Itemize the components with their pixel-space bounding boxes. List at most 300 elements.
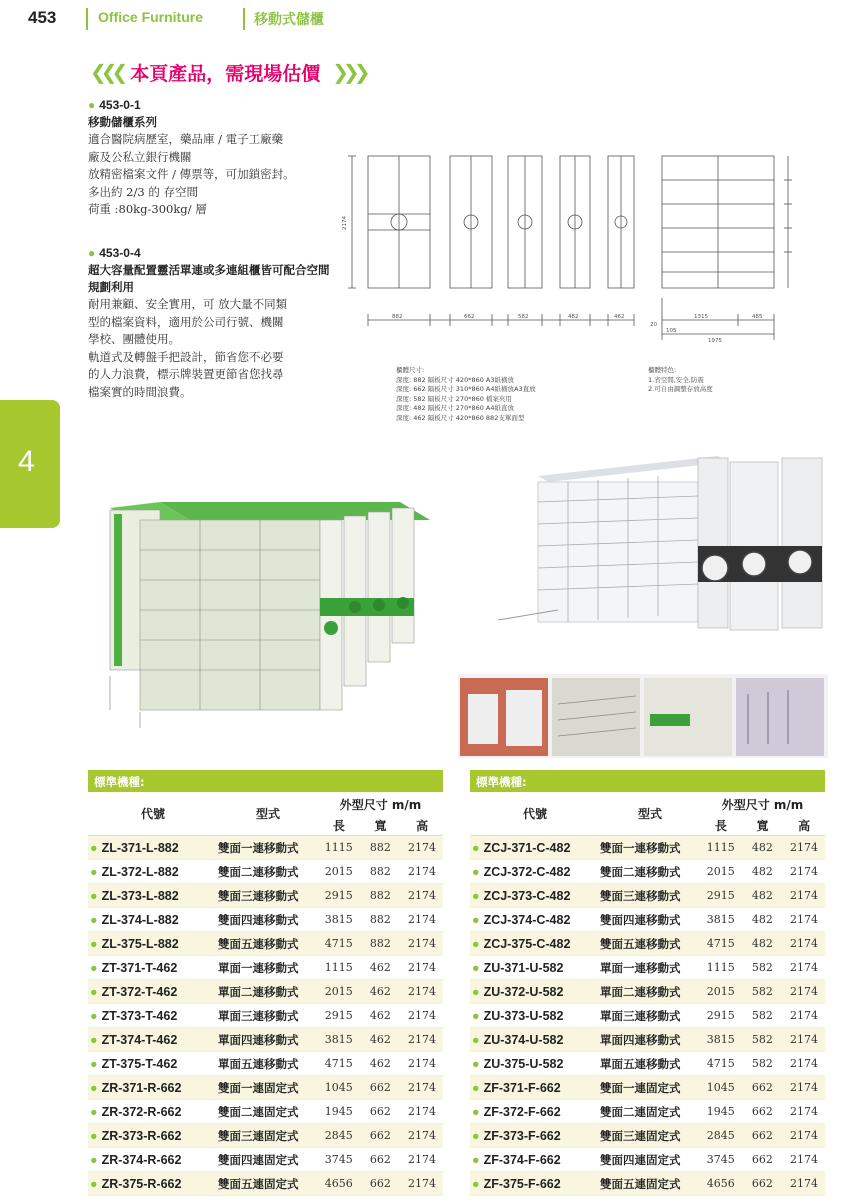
- row-height: 2174: [407, 1009, 436, 1022]
- table-row: [470, 1052, 825, 1076]
- row-height: 2174: [407, 1033, 436, 1046]
- col-type: 型式: [255, 807, 280, 821]
- code-text: ZCJ-374-C-482: [483, 912, 571, 927]
- bullet-icon: ●: [472, 912, 480, 927]
- row-width: 482: [751, 937, 773, 950]
- row-type: 雙面四連移動式: [600, 912, 681, 927]
- desc-line: 學校、團體使用。: [88, 332, 180, 346]
- col-type: 型式: [637, 807, 662, 821]
- product-name: 移動儲櫃系列: [88, 115, 157, 129]
- bullet-icon: ●: [88, 98, 96, 112]
- note-line: 櫃體特色:: [648, 366, 677, 374]
- row-width: 882: [369, 889, 391, 902]
- row-code: [470, 1105, 600, 1119]
- row-type: 單面五連移動式: [600, 1056, 681, 1071]
- row-length: 2015: [324, 985, 353, 998]
- col-code: 代號: [522, 807, 547, 821]
- table-row: [88, 1052, 443, 1076]
- code-text: ZR-373-R-662: [101, 1128, 182, 1143]
- row-width: 462: [369, 961, 391, 974]
- row-type: 單面四連移動式: [600, 1032, 681, 1047]
- row-length: 3815: [324, 913, 353, 926]
- desc-line: 型的檔案資料，適用於公司行號、機關: [88, 314, 284, 329]
- row-length: 3815: [706, 1033, 735, 1046]
- bullet-icon: ●: [472, 1080, 480, 1095]
- code-text: ZR-375-R-662: [101, 1176, 182, 1191]
- row-length: 4715: [706, 1057, 735, 1070]
- desc-line: 荷重 :80kg-300kg/ 層: [88, 202, 207, 216]
- table-row: [88, 836, 443, 860]
- bullet-icon: ●: [90, 840, 98, 855]
- note-line: 櫃體尺寸:: [396, 366, 425, 374]
- row-code: [470, 865, 600, 879]
- row-code: [88, 961, 218, 975]
- code-text: ZCJ-371-C-482: [483, 840, 571, 855]
- bullet-icon: ●: [90, 1104, 98, 1119]
- row-length: 1115: [706, 841, 735, 854]
- row-length: 1115: [324, 961, 353, 974]
- table-row: [88, 1028, 443, 1052]
- table-row: [88, 1172, 443, 1196]
- row-width: 662: [751, 1129, 773, 1142]
- bottom-dimension: 482: [568, 314, 579, 320]
- code-text: ZU-371-U-582: [483, 960, 564, 975]
- row-code: [88, 937, 218, 951]
- code-text: ZR-374-R-662: [101, 1152, 182, 1167]
- code-text: ZT-371-T-462: [101, 960, 178, 975]
- row-type: 雙面三連移動式: [600, 888, 681, 903]
- product-name: 超大容量配置靈活單連或多連組櫃皆可配合空間規劃利用: [88, 263, 330, 294]
- bullet-icon: ●: [472, 864, 480, 879]
- row-width: 482: [751, 889, 773, 902]
- code-text: ZU-372-U-582: [483, 984, 564, 999]
- note-line: 深度: 662 隔板尺寸 310*860 A4紙橫放A3直放: [396, 385, 536, 393]
- table-body: [470, 836, 825, 1196]
- table-row: [88, 956, 443, 980]
- bullet-icon: ●: [90, 864, 98, 879]
- bullet-icon: ●: [90, 1056, 98, 1071]
- table-row: [470, 956, 825, 980]
- bullet-icon: ●: [90, 984, 98, 999]
- row-height: 2174: [789, 937, 818, 950]
- col-height: 高: [798, 819, 811, 833]
- col-dims-sub: [700, 814, 825, 836]
- row-type: 雙面一連固定式: [600, 1080, 681, 1095]
- table-row: [470, 1004, 825, 1028]
- row-type: 雙面二連固定式: [218, 1104, 299, 1119]
- row-height: 2174: [789, 985, 818, 998]
- table-row: [470, 884, 825, 908]
- bullet-icon: ●: [472, 840, 480, 855]
- row-length: 2015: [324, 865, 353, 878]
- row-height: 2174: [789, 1177, 818, 1190]
- col-dims-group: [700, 792, 825, 835]
- spec-table-right: [470, 770, 825, 1196]
- right-dimension: 1975: [708, 338, 722, 344]
- bullet-icon: ●: [472, 1056, 480, 1071]
- row-code: [470, 841, 600, 855]
- table-row: [88, 1004, 443, 1028]
- table-title: 標準機種:: [88, 770, 443, 792]
- row-type: 單面三連移動式: [600, 1008, 681, 1023]
- col-dims: 外型尺寸 m/m: [721, 798, 804, 812]
- bullet-icon: ●: [90, 1080, 98, 1095]
- table-title: 標準機種:: [470, 770, 825, 792]
- product-code: 453-0-1: [99, 98, 141, 112]
- right-dimension: 105: [666, 328, 677, 334]
- row-height: 2174: [407, 1057, 436, 1070]
- row-code: [470, 1177, 600, 1191]
- bullet-icon: ●: [90, 1008, 98, 1023]
- row-width: 662: [369, 1081, 391, 1094]
- note-line: 2.可自由調整存放高度: [648, 385, 713, 393]
- code-text: ZL-373-L-882: [101, 888, 179, 903]
- code-text: ZR-372-R-662: [101, 1104, 182, 1119]
- row-width: 882: [369, 913, 391, 926]
- row-width: 662: [751, 1081, 773, 1094]
- row-height: 2174: [407, 913, 436, 926]
- desc-line: 適合醫院病歷室，藥品庫 / 電子工廠藥: [88, 132, 284, 146]
- row-length: 2015: [706, 985, 735, 998]
- price-notice: [90, 58, 365, 86]
- row-length: 3745: [324, 1153, 353, 1166]
- code-text: ZCJ-373-C-482: [483, 888, 571, 903]
- bullet-icon: ●: [472, 960, 480, 975]
- row-height: 2174: [789, 1009, 818, 1022]
- row-code: [88, 913, 218, 927]
- code-text: ZT-372-T-462: [101, 984, 178, 999]
- row-height: 2174: [407, 985, 436, 998]
- table-row: [470, 1124, 825, 1148]
- table-row: [470, 836, 825, 860]
- bullet-icon: ●: [90, 1176, 98, 1191]
- row-code: [470, 985, 600, 999]
- code-text: ZT-375-T-462: [101, 1056, 178, 1071]
- row-type: 單面一連移動式: [600, 960, 681, 975]
- table-row: [470, 1076, 825, 1100]
- row-height: 2174: [407, 937, 436, 950]
- col-length: 長: [714, 819, 727, 833]
- bullet-icon: ●: [88, 246, 96, 260]
- code-text: ZU-374-U-582: [483, 1032, 564, 1047]
- row-code: [88, 1153, 218, 1167]
- table-header: [470, 792, 825, 836]
- spec-table-left: [88, 770, 443, 1196]
- row-height: 2174: [789, 1081, 818, 1094]
- row-height: 2174: [407, 865, 436, 878]
- row-code: [470, 889, 600, 903]
- row-width: 582: [751, 961, 773, 974]
- code-text: ZU-375-U-582: [483, 1056, 564, 1071]
- header-divider: [86, 8, 88, 30]
- row-type: 雙面一連固定式: [218, 1080, 299, 1095]
- row-height: 2174: [789, 1129, 818, 1142]
- section-title: Office Furniture: [98, 9, 204, 25]
- product-code: 453-0-4: [99, 246, 141, 260]
- bullet-icon: ●: [90, 1032, 98, 1047]
- row-type: 雙面四連固定式: [218, 1152, 299, 1167]
- code-text: ZCJ-375-C-482: [483, 936, 571, 951]
- row-length: 1115: [706, 961, 735, 974]
- row-type: 雙面二連固定式: [600, 1104, 681, 1119]
- row-width: 482: [751, 913, 773, 926]
- row-type: 雙面一連移動式: [218, 840, 299, 855]
- bullet-icon: ●: [472, 1008, 480, 1023]
- row-type: 雙面五連固定式: [218, 1176, 299, 1191]
- row-code: [470, 913, 600, 927]
- code-text: ZCJ-372-C-482: [483, 864, 571, 879]
- code-text: ZU-373-U-582: [483, 1008, 564, 1023]
- bullet-icon: ●: [472, 1176, 480, 1191]
- row-code: [88, 1033, 218, 1047]
- table-row: [88, 884, 443, 908]
- row-code: [470, 1057, 600, 1071]
- bullet-icon: ●: [90, 936, 98, 951]
- right-dimension: 485: [752, 314, 763, 320]
- code-text: ZT-373-T-462: [101, 1008, 178, 1023]
- note-line: 深度: 882 隔板尺寸 420*860 A3紙橫放: [396, 375, 515, 384]
- table-row: [470, 1148, 825, 1172]
- row-type: 雙面二連移動式: [600, 864, 681, 879]
- chapter-number: 4: [18, 445, 35, 478]
- row-code: [88, 841, 218, 855]
- row-height: 2174: [789, 1033, 818, 1046]
- right-dimension: 20: [650, 322, 657, 328]
- col-height: 高: [416, 819, 429, 833]
- photo-strip: [458, 674, 828, 758]
- header-divider: [243, 8, 245, 30]
- desc-line: 耐用兼顧、安全實用，可 放大量不同類: [88, 297, 288, 311]
- row-type: 雙面二連移動式: [218, 864, 299, 879]
- row-width: 482: [751, 841, 773, 854]
- desc-line: 放精密檔案文件 / 傳票等，可加鎖密封。: [88, 167, 295, 181]
- row-height: 2174: [407, 961, 436, 974]
- table-row: [88, 860, 443, 884]
- row-width: 882: [369, 937, 391, 950]
- note-line: 深度: 482 隔板尺寸 270*860 A4紙直放: [396, 404, 515, 412]
- row-width: 662: [369, 1105, 391, 1118]
- row-width: 582: [751, 1009, 773, 1022]
- row-code: [88, 1057, 218, 1071]
- row-type: 雙面三連固定式: [218, 1128, 299, 1143]
- page-header: [0, 0, 846, 40]
- table-row: [470, 932, 825, 956]
- bullet-icon: ●: [90, 888, 98, 903]
- row-code: [88, 1129, 218, 1143]
- row-length: 4656: [706, 1177, 735, 1190]
- row-type: 雙面五連移動式: [600, 936, 681, 951]
- bullet-icon: ●: [472, 1104, 480, 1119]
- row-width: 662: [751, 1153, 773, 1166]
- page-number: 453: [28, 8, 57, 27]
- row-height: 2174: [789, 841, 818, 854]
- col-dims-group: [318, 792, 443, 835]
- table-row: [470, 1100, 825, 1124]
- drawing-notes-right: [648, 366, 713, 395]
- row-width: 662: [751, 1105, 773, 1118]
- code-text: ZF-373-F-662: [483, 1128, 561, 1143]
- technical-drawing: [340, 148, 830, 438]
- drawing-notes-left: [396, 366, 536, 423]
- bullet-icon: ●: [90, 1152, 98, 1167]
- product-description: [88, 131, 338, 219]
- row-width: 662: [369, 1153, 391, 1166]
- row-length: 3815: [706, 913, 735, 926]
- row-code: [470, 1153, 600, 1167]
- row-type: 雙面五連移動式: [218, 936, 299, 951]
- row-code: [88, 1177, 218, 1191]
- chevrons-left-icon: ❮❮❮: [90, 60, 123, 84]
- code-text: ZL-374-L-882: [101, 912, 179, 927]
- row-type: 單面三連移動式: [218, 1008, 299, 1023]
- bullet-icon: ●: [472, 1032, 480, 1047]
- notice-text: 本頁產品，需現場估價: [130, 62, 321, 85]
- bullet-icon: ●: [90, 912, 98, 927]
- row-type: 雙面四連移動式: [218, 912, 299, 927]
- row-length: 2845: [324, 1129, 353, 1142]
- product-block: [88, 98, 338, 219]
- row-height: 2174: [407, 1105, 436, 1118]
- table-row: [470, 980, 825, 1004]
- bullet-icon: ●: [472, 888, 480, 903]
- row-length: 2915: [706, 889, 735, 902]
- row-length: 2015: [706, 865, 735, 878]
- table-body: [88, 836, 443, 1196]
- subsection-title: 移動式儲櫃: [254, 12, 324, 28]
- code-text: ZR-371-R-662: [101, 1080, 182, 1095]
- row-type: 單面四連移動式: [218, 1032, 299, 1047]
- row-length: 4715: [324, 1057, 353, 1070]
- row-width: 462: [369, 1033, 391, 1046]
- bullet-icon: ●: [90, 1128, 98, 1143]
- row-type: 單面二連移動式: [218, 984, 299, 999]
- row-width: 662: [369, 1177, 391, 1190]
- table-row: [88, 908, 443, 932]
- row-width: 582: [751, 1033, 773, 1046]
- white-cabinet-photo: [498, 448, 826, 648]
- row-width: 462: [369, 985, 391, 998]
- col-code: 代號: [140, 807, 165, 821]
- code-text: ZF-375-F-662: [483, 1176, 561, 1191]
- row-height: 2174: [789, 1153, 818, 1166]
- row-type: 單面一連移動式: [218, 960, 299, 975]
- row-height: 2174: [789, 913, 818, 926]
- row-type: 單面二連移動式: [600, 984, 681, 999]
- row-code: [470, 1033, 600, 1047]
- row-height: 2174: [789, 865, 818, 878]
- row-height: 2174: [407, 889, 436, 902]
- bottom-dimension: 882: [392, 314, 403, 320]
- row-width: 882: [369, 865, 391, 878]
- bullet-icon: ●: [472, 1128, 480, 1143]
- row-width: 662: [369, 1129, 391, 1142]
- row-type: 雙面一連移動式: [600, 840, 681, 855]
- row-code: [88, 889, 218, 903]
- table-header: [88, 792, 443, 836]
- row-length: 3815: [324, 1033, 353, 1046]
- row-height: 2174: [407, 841, 436, 854]
- row-width: 882: [369, 841, 391, 854]
- row-length: 1115: [324, 841, 353, 854]
- code-text: ZF-372-F-662: [483, 1104, 561, 1119]
- bottom-dimension: 582: [518, 314, 529, 320]
- row-height: 2174: [407, 1177, 436, 1190]
- row-width: 582: [751, 985, 773, 998]
- product-description: [88, 296, 338, 401]
- table-row: [88, 1148, 443, 1172]
- col-length: 長: [332, 819, 345, 833]
- note-line: 深度: 462 隔板尺寸 420*860 882支單面型: [396, 413, 525, 422]
- bullet-icon: ●: [472, 1152, 480, 1167]
- chevrons-right-icon: ❯❯❯: [332, 60, 365, 84]
- row-height: 2174: [789, 961, 818, 974]
- desc-line: 多出約 2/3 的 存空間: [88, 184, 198, 199]
- product-block: [88, 246, 338, 401]
- row-type: 單面五連移動式: [218, 1056, 299, 1071]
- code-text: ZL-375-L-882: [101, 936, 179, 951]
- table-row: [88, 1076, 443, 1100]
- note-line: 1.省空間,安全,防震: [648, 375, 704, 384]
- desc-line: 的人力浪費，標示牌裝置更節省您找尋: [88, 367, 284, 381]
- row-width: 462: [369, 1009, 391, 1022]
- row-width: 462: [369, 1057, 391, 1070]
- height-dimension: 2174: [342, 216, 348, 230]
- row-length: 3745: [706, 1153, 735, 1166]
- right-dimension: 1315: [694, 314, 708, 320]
- row-height: 2174: [789, 1057, 818, 1070]
- table-row: [88, 1100, 443, 1124]
- col-width: 寬: [756, 819, 769, 833]
- col-dims: 外型尺寸 m/m: [339, 798, 422, 812]
- row-length: 4715: [706, 937, 735, 950]
- green-cabinet-illustration: [100, 490, 440, 730]
- chapter-tab: [0, 400, 60, 528]
- row-height: 2174: [789, 1105, 818, 1118]
- row-length: 1945: [706, 1105, 735, 1118]
- table-row: [470, 860, 825, 884]
- row-code: [88, 1105, 218, 1119]
- bottom-dimension: 662: [464, 314, 475, 320]
- row-length: 4656: [324, 1177, 353, 1190]
- row-length: 1945: [324, 1105, 353, 1118]
- bullet-icon: ●: [472, 936, 480, 951]
- code-text: ZF-371-F-662: [483, 1080, 561, 1095]
- note-line: 深度: 582 隔板尺寸 270*860 檔案夾用: [396, 394, 512, 403]
- row-height: 2174: [407, 1081, 436, 1094]
- table-row: [88, 980, 443, 1004]
- row-code: [88, 865, 218, 879]
- row-length: 1045: [324, 1081, 353, 1094]
- row-width: 582: [751, 1057, 773, 1070]
- row-height: 2174: [789, 889, 818, 902]
- table-row: [470, 908, 825, 932]
- row-type: 雙面三連固定式: [600, 1128, 681, 1143]
- row-length: 2915: [324, 1009, 353, 1022]
- row-height: 2174: [407, 1153, 436, 1166]
- bottom-dimension: 462: [614, 314, 625, 320]
- row-code: [88, 1081, 218, 1095]
- row-code: [88, 985, 218, 999]
- bullet-icon: ●: [90, 960, 98, 975]
- code-text: ZF-374-F-662: [483, 1152, 561, 1167]
- desc-line: 廠及公私立銀行機關: [88, 149, 192, 164]
- row-code: [470, 937, 600, 951]
- row-type: 雙面四連固定式: [600, 1152, 681, 1167]
- row-length: 2845: [706, 1129, 735, 1142]
- code-text: ZT-374-T-462: [101, 1032, 178, 1047]
- desc-line: 檔案實的時間浪費。: [88, 384, 192, 399]
- bullet-icon: ●: [472, 984, 480, 999]
